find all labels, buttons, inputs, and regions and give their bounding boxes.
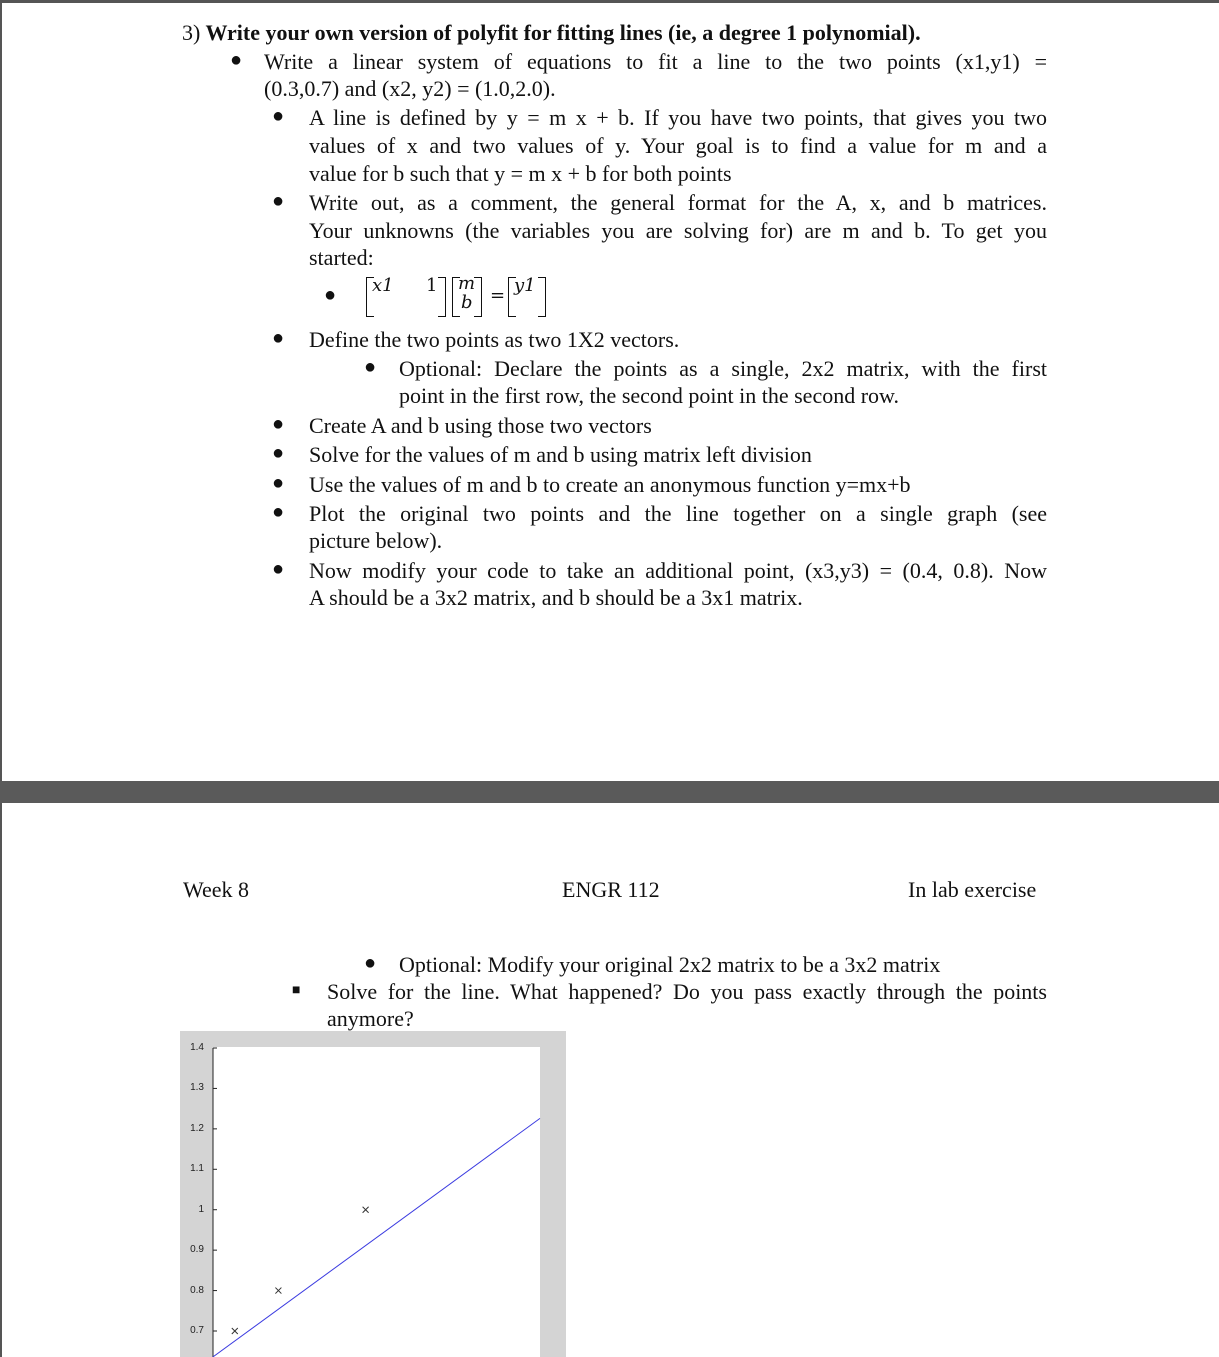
data-point-marker <box>363 1207 369 1213</box>
y-tick-label: 1.2 <box>190 1122 204 1134</box>
header-exercise-type: In lab exercise <box>908 877 1037 902</box>
sub1-line3: value for b such that y = m x + b for both points <box>309 161 732 186</box>
sub2-line1: Write out, as a comment, the general format for the A, x, and b matrices. <box>309 190 1047 215</box>
exercise-heading <box>182 19 921 46</box>
bullet-dot: ● <box>272 327 285 349</box>
bullet-dot: ● <box>272 501 285 523</box>
sub8-line2: A should be a 3x2 matrix, and b should be a 3x1 matrix. <box>309 585 803 610</box>
bullet1-line2: (0.3,0.7) and (x2, y2) = (1.0,2.0). <box>264 76 556 101</box>
square-line2: anymore? <box>327 1006 414 1031</box>
fit-line <box>213 1118 540 1357</box>
data-point-marker <box>275 1288 281 1294</box>
matrix-a11: x1 <box>372 275 394 296</box>
sub1-line2: values of x and two values of y. Your goal is to find a value for m and a <box>309 133 1047 158</box>
sub7-line2: picture below). <box>309 528 443 553</box>
bullet-dot: ● <box>230 49 243 71</box>
optional2: Optional: Modify your original 2x2 matrix to be a 3x2 matrix <box>399 952 941 977</box>
sub2-line2: Your unknowns (the variables you are solving for) are m and b. To get you <box>309 218 1047 243</box>
heading-number: 3) <box>182 20 201 45</box>
bullet-dot: ● <box>272 413 285 435</box>
page-separator <box>0 781 1219 803</box>
header-course: ENGR 112 <box>562 877 660 902</box>
vector-b: b <box>461 292 473 313</box>
bullet-dot: ● <box>272 105 285 127</box>
vector-m: m <box>458 273 476 294</box>
bullet-dot: ● <box>272 190 285 212</box>
equals-sign: = <box>490 285 506 306</box>
bullet-dot: ● <box>272 558 285 580</box>
plot-figure <box>180 1031 566 1357</box>
y-tick-label: 1.4 <box>190 1042 204 1053</box>
y-tick-label: 1 <box>198 1203 204 1215</box>
vector-bracket-right <box>474 277 482 317</box>
document-page-1 <box>0 3 1219 781</box>
bullet-dot: ● <box>364 952 377 974</box>
header-week: Week 8 <box>183 877 250 902</box>
heading-text: Write your own version of polyfit for fitting lines (ie, a degree 1 polynomial). <box>205 20 921 45</box>
matrix-bracket-right <box>438 277 446 317</box>
y-tick-label: 0.8 <box>190 1284 204 1296</box>
bullet-dot: ● <box>324 284 337 306</box>
sub6: Use the values of m and b to create an anonymous function y=mx+b <box>309 472 911 497</box>
rhs-y1: y1 <box>514 275 536 296</box>
bullet-dot: ● <box>364 356 377 378</box>
sub4: Create A and b using those two vectors <box>309 413 652 438</box>
bullet-dot: ● <box>272 442 285 464</box>
bullet-square: ■ <box>292 983 301 998</box>
sub2-line3: started: <box>309 245 374 270</box>
sub1-line1: A line is defined by y = m x + b. If you have two points, that gives you two <box>309 105 1047 130</box>
y-tick-label: 0.9 <box>190 1244 204 1256</box>
y-tick-label: 0.7 <box>190 1325 204 1336</box>
bullet-dot: ● <box>272 472 285 494</box>
data-point-marker <box>232 1328 238 1334</box>
y-tick-label: 1.1 <box>190 1163 204 1175</box>
sub3: Define the two points as two 1X2 vectors. <box>309 327 680 352</box>
matrix-equation <box>362 271 722 321</box>
optional1-line1: Optional: Declare the points as a single, 2x2 matrix, with the first <box>399 356 1047 381</box>
sub5: Solve for the values of m and b using matrix left division <box>309 442 812 467</box>
bullet1-line1: Write a linear system of equations to fit a line to the two points (x1,y1) = <box>264 49 1047 74</box>
optional1-line2: point in the first row, the second point in the second row. <box>399 383 899 408</box>
sub7-line1: Plot the original two points and the line together on a single graph (see <box>309 501 1047 526</box>
matrix-a12: 1 <box>426 275 438 296</box>
plot-svg <box>180 1031 566 1357</box>
y-tick-label: 1.3 <box>190 1082 204 1094</box>
rhs-bracket-right <box>538 277 546 317</box>
square-line1: Solve for the line. What happened? Do you pass exactly through the points <box>327 979 1047 1004</box>
sub8-line1: Now modify your code to take an additional point, (x3,y3) = (0.4, 0.8). Now <box>309 558 1047 583</box>
